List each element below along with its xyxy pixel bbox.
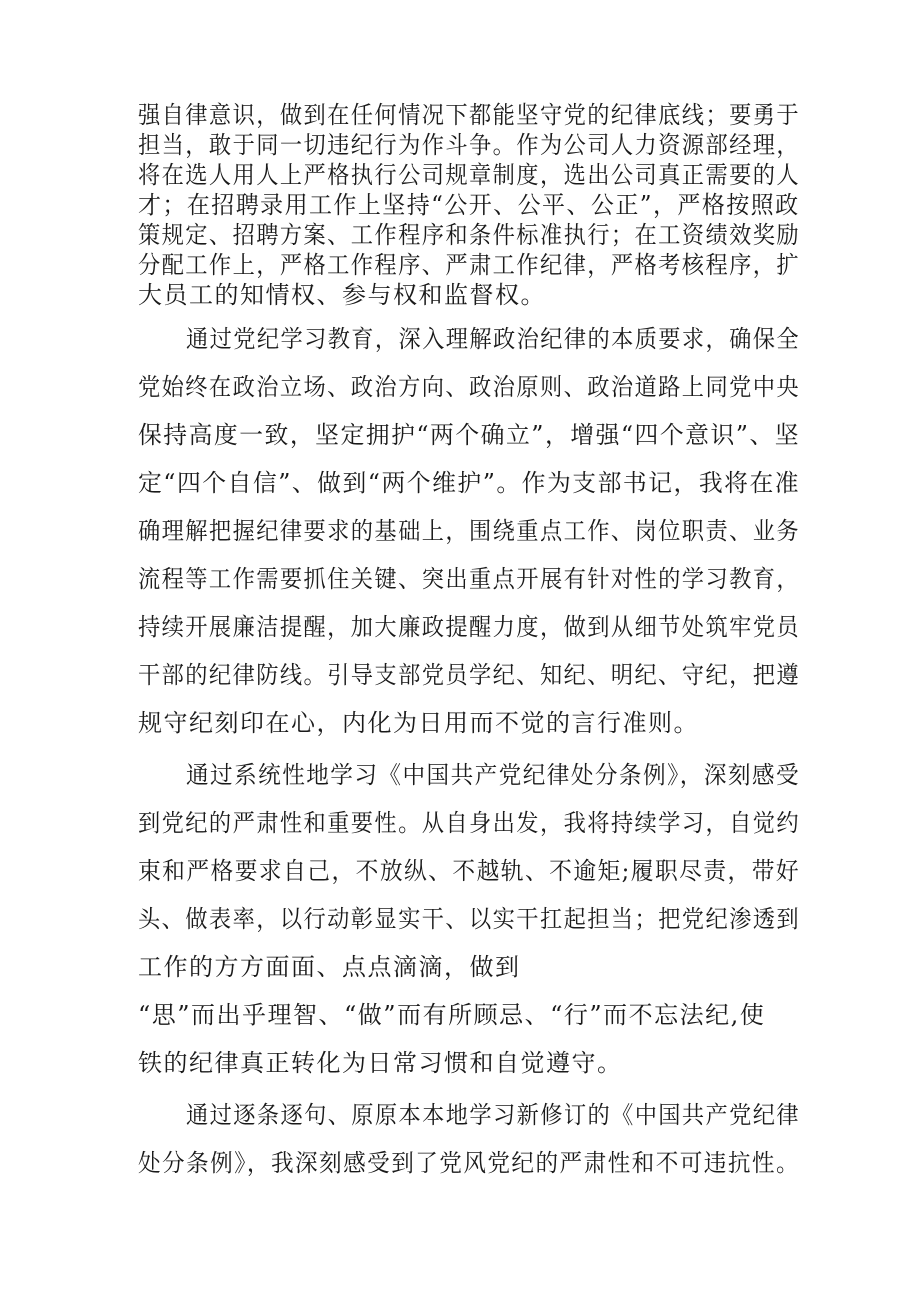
paragraph-3-line-5: 工作的方方面面、点点滴滴，做到	[138, 953, 521, 981]
paragraph-4-line-2: 处分条例》，我深刻感受到了党风党纪的严肃性和不可违抗性。	[138, 1149, 800, 1177]
paragraph-2-line-7: 持续开展廉洁提醒，加大廉政提醒力度，做到从细节处筑牢党员	[138, 613, 801, 641]
paragraph-1-line-2: 担当，敢于同一切违纪行为作斗争。作为公司人力资源部经理，	[138, 131, 801, 159]
paragraph-2-line-9: 规守纪刻印在心，内化为日用而不觉的言行准则。	[138, 709, 699, 737]
paragraph-4-line-1: 通过逐条逐句、原原本本地学习新修订的《中国共产党纪律	[186, 1101, 801, 1129]
paragraph-3-line-2: 到党纪的严肃性和重要性。从自身出发，我将持续学习，自觉约	[138, 809, 801, 837]
paragraph-1-line-1: 强自律意识，做到在任何情况下都能坚守党的纪律底线；要勇于	[138, 101, 801, 129]
paragraph-2-line-8: 干部的纪律防线。引导支部党员学纪、知纪、明纪、守纪，把遵	[138, 661, 801, 689]
paragraph-3-line-4: 头、做表率，以行动彰显实干、以实干扛起担当；把党纪渗透到	[138, 905, 801, 933]
paragraph-3-line-1: 通过系统性地学习《中国共产党纪律处分条例》，深刻感受	[186, 761, 801, 789]
paragraph-2-line-3: 保持高度一致，坚定拥护“两个确立”，增强“四个意识”、坚	[138, 421, 801, 449]
paragraph-2-line-5: 确理解把握纪律要求的基础上，围绕重点工作、岗位职责、业务	[138, 517, 801, 545]
paragraph-1-line-5: 策规定、招聘方案、工作程序和条件标准执行；在工资绩效奖励	[138, 221, 801, 249]
paragraph-2-line-4: 定“四个自信”、做到“两个维护”。作为支部书记，我将在准	[138, 469, 801, 497]
paragraph-2-line-6: 流程等工作需要抓住关键、突出重点开展有针对性的学习教育，	[138, 565, 801, 593]
paragraph-3-line-6: “思”而出乎理智、“做”而有所顾忌、“行”而不忘法纪,使	[138, 1001, 766, 1029]
paragraph-1-line-6: 分配工作上，严格工作程序、严肃工作纪律，严格考核程序，扩	[138, 251, 801, 279]
paragraph-2-line-2: 党始终在政治立场、政治方向、政治原则、政治道路上同党中央	[138, 373, 801, 401]
paragraph-3-line-7: 铁的纪律真正转化为日常习惯和自觉遵守。	[138, 1049, 623, 1077]
paragraph-1-line-4: 才；在招聘录用工作上坚持“公开、公平、公正”，严格按照政	[138, 191, 800, 219]
paragraph-1-line-3: 将在选人用人上严格执行公司规章制度，选出公司真正需要的人	[138, 161, 801, 189]
paragraph-2-line-1: 通过党纪学习教育，深入理解政治纪律的本质要求，确保全	[186, 325, 801, 353]
paragraph-1-line-7: 大员工的知情权、参与权和监督权。	[138, 281, 546, 309]
paragraph-3-line-3: 束和严格要求自己，不放纵、不越轨、不逾矩;履职尽责，带好	[138, 857, 801, 885]
